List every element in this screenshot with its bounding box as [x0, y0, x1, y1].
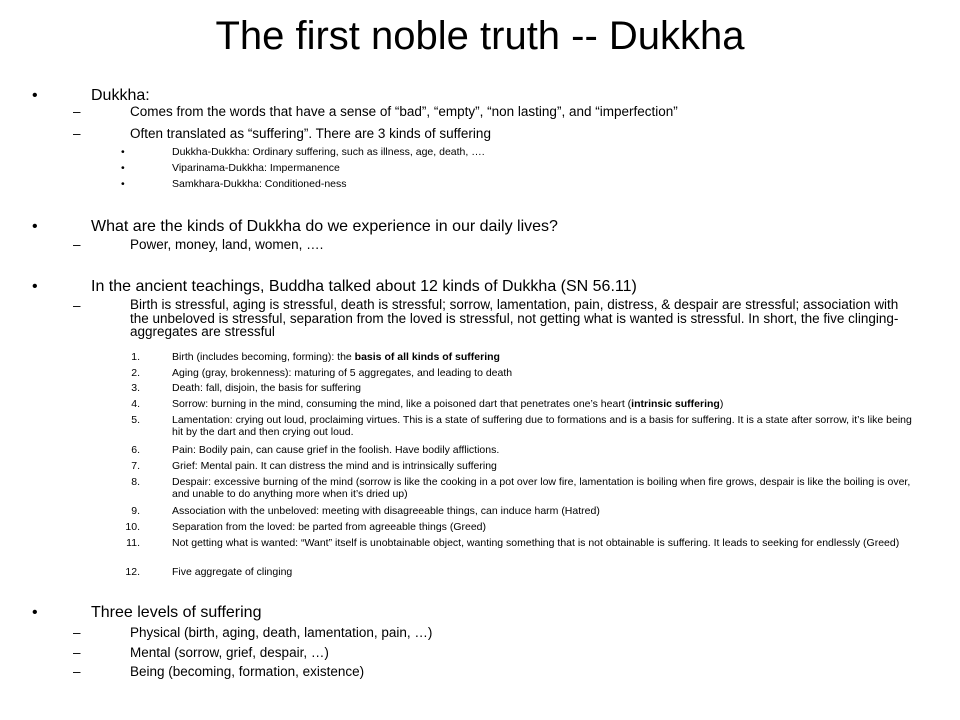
item-number: 3.: [131, 382, 140, 394]
item-number: 2.: [131, 367, 140, 379]
dash-marker: –: [73, 664, 81, 679]
numbered-item: Despair: excessive burning of the mind (sorrow is like the cooking in a pot over low fire, lamentation is boiling when fire grows, despair is like the boiling is over, and unable to do anything more when it’s dried up): [172, 476, 911, 500]
sub-item: Mental (sorrow, grief, despair, …): [130, 645, 329, 660]
bullet-marker: •: [121, 162, 125, 174]
numbered-item: Not getting what is wanted: “Want” itself is unobtainable object, wanting something that is not obtainable is suffering. It leads to seeking for endlessly (Greed): [172, 537, 900, 549]
item-number: 6.: [131, 444, 140, 456]
dash-marker: –: [73, 625, 81, 640]
slide-title: The first noble truth -- Dukkha: [215, 14, 745, 58]
bullet-three-levels: Three levels of suffering: [91, 604, 262, 621]
item-number: 8.: [131, 476, 140, 488]
bullet-daily-dukkha: What are the kinds of Dukkha do we experience in our daily lives?: [91, 218, 558, 235]
item-number: 5.: [131, 414, 140, 426]
dash-marker: –: [73, 104, 81, 119]
numbered-item: Five aggregate of clinging: [172, 566, 293, 578]
dash-marker: –: [73, 237, 81, 252]
bullet-marker: •: [32, 604, 38, 621]
emphasis: intrinsic suffering: [631, 398, 720, 410]
bullet-marker: •: [121, 178, 125, 190]
sub-item: Being (becoming, formation, existence): [130, 664, 365, 679]
numbered-item: Birth (includes becoming, forming): the basis of all kinds of suffering: [172, 351, 500, 363]
bullet-marker: •: [32, 218, 38, 235]
bullet-marker: •: [121, 146, 125, 158]
dash-marker: –: [73, 298, 81, 313]
item-number: 4.: [131, 398, 140, 410]
bullet-marker: •: [32, 278, 38, 295]
numbered-item: Lamentation: crying out loud, proclaiming virtues. This is a state of suffering due to formations and is a basis for suffering. It is a state after sorrow, it’s like being hit by the dart and then crying out loud.: [172, 414, 912, 438]
subsub-item: Viparinama-Dukkha: Impermanence: [172, 162, 340, 174]
numbered-item: Separation from the loved: be parted from agreeable things (Greed): [172, 521, 487, 533]
bullet-dukkha: Dukkha:: [91, 87, 150, 104]
numbered-item: Sorrow: burning in the mind, consuming the mind, like a poisoned dart that penetrates one’s heart (intrinsic suffering): [172, 398, 724, 410]
sub-item: Physical (birth, aging, death, lamentation, pain, …): [130, 625, 433, 640]
item-number: 12.: [125, 566, 140, 578]
subsub-item: Dukkha-Dukkha: Ordinary suffering, such as illness, age, death, ….: [172, 146, 485, 158]
emphasis: basis of all kinds of suffering: [354, 351, 500, 363]
item-number: 7.: [131, 460, 140, 472]
sub-item: Birth is stressful, aging is stressful, death is stressful; sorrow, lamentation, pain, distress, & despair are stressful; association with the unbeloved is stressful, separation from the loved is stressful, not getting what is wanted is stressful. In short, the five clinging-aggregates are stressful: [130, 297, 899, 339]
item-number: 11.: [126, 537, 140, 549]
sub-item: Power, money, land, women, ….: [130, 237, 324, 252]
item-number: 1.: [131, 351, 140, 363]
subsub-item: Samkhara-Dukkha: Conditioned-ness: [172, 178, 347, 190]
bullet-12-dukkha: In the ancient teachings, Buddha talked about 12 kinds of Dukkha (SN 56.11): [91, 278, 637, 295]
numbered-item: Association with the unbeloved: meeting with disagreeable things, can induce harm (Hatred): [172, 505, 600, 517]
numbered-item: Aging (gray, brokenness): maturing of 5 aggregates, and leading to death: [172, 367, 513, 379]
sub-item: Comes from the words that have a sense of “bad”, “empty”, “non lasting”, and “imperfection”: [130, 104, 678, 119]
numbered-item: Death: fall, disjoin, the basis for suffering: [172, 382, 361, 394]
dash-marker: –: [73, 126, 81, 141]
numbered-item: Grief: Mental pain. It can distress the mind and is intrinsically suffering: [172, 460, 497, 472]
numbered-item: Pain: Bodily pain, can cause grief in the foolish. Have bodily afflictions.: [172, 444, 500, 456]
item-number: 9.: [131, 505, 140, 517]
dash-marker: –: [73, 645, 81, 660]
sub-item: Often translated as “suffering”. There are 3 kinds of suffering: [130, 126, 491, 141]
item-number: 10.: [125, 521, 140, 533]
bullet-marker: •: [32, 87, 38, 104]
